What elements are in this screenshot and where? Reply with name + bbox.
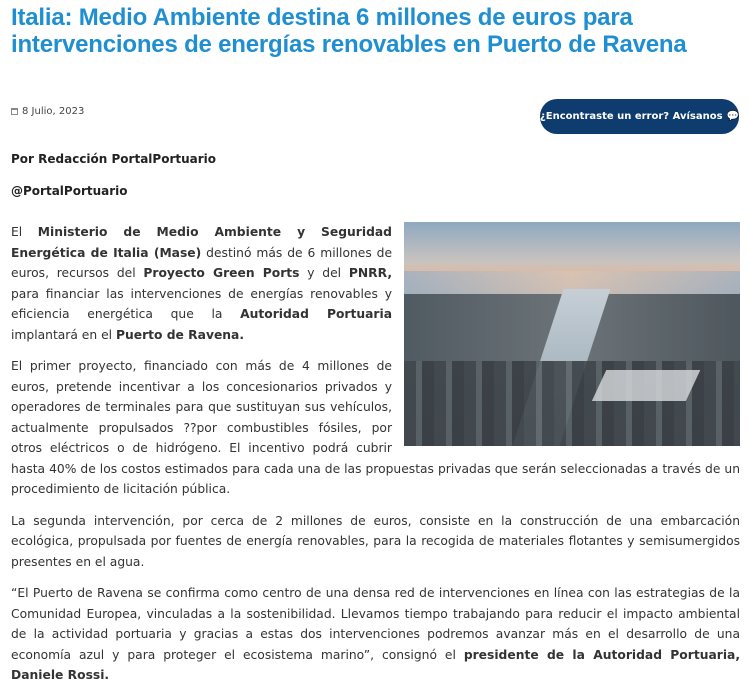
paragraph-1: El Ministerio de Medio Ambiente y Seguridad Energética de Italia (Mase) destinó más de 6 millones de euros, recursos del Proyecto Green Ports y del PNRR, para financiar las intervenciones de energías renovables y eficiencia energética que la Autoridad Portuaria implantará en el Puerto de Ravena.: [11, 225, 393, 342]
report-error-label: ¿Encontraste un error? Avísanos: [540, 111, 723, 122]
author-handle[interactable]: @PortalPortuario: [11, 184, 128, 198]
paragraph-3: La segunda intervención, por cerca de 2 millones de euros, consiste en la construcción de una embarcación ecológica, propulsada por fuentes de energía renovables, para la recogida de materiales flotantes y semisumergidos presentes en el agua.: [11, 513, 740, 569]
port-aerial-photo: [404, 222, 740, 446]
article-body: [11, 222, 740, 697]
report-error-button[interactable]: [540, 99, 739, 134]
article-title: Italia: Medio Ambiente destina 6 millones de euros para intervenciones de energías renovables en Puerto de Ravena: [11, 4, 687, 58]
comment-icon: 💬: [726, 111, 739, 122]
paragraph-4: “El Puerto de Ravena se confirma como centro de una densa red de intervenciones en línea con las estrategias de la Comunidad Europea, vinculadas a la sostenibilidad. Llevamos tiempo trabajando para reducir el impacto ambiental de la actividad portuaria y gracias a estas dos intervenciones podremos avanzar más en el desarrollo de una economía azul y para proteger el ecosistema marino”, consignó el presidente de la Autoridad Portuaria, Daniele Rossi.: [11, 586, 740, 682]
calendar-icon: [11, 108, 18, 115]
publish-date-text: 8 Julio, 2023: [22, 106, 85, 117]
author-byline: Por Redacción PortalPortuario: [11, 152, 217, 166]
publish-date: [11, 106, 84, 117]
paragraph-2: El primer proyecto, financiado con más de 4 millones de euros, pretende incentivar a los concesionarios privados y operadores de terminales para que sustituyan sus vehículos, actualmente propulsados ??por combustibles fósiles, por otros eléctricos o de hidrógeno. El incentivo podrá cubrir hasta 40% de los costos estimados para cada una de las propuestas privadas que serán seleccionadas a través de un procedimiento de licitación pública.: [11, 359, 740, 496]
